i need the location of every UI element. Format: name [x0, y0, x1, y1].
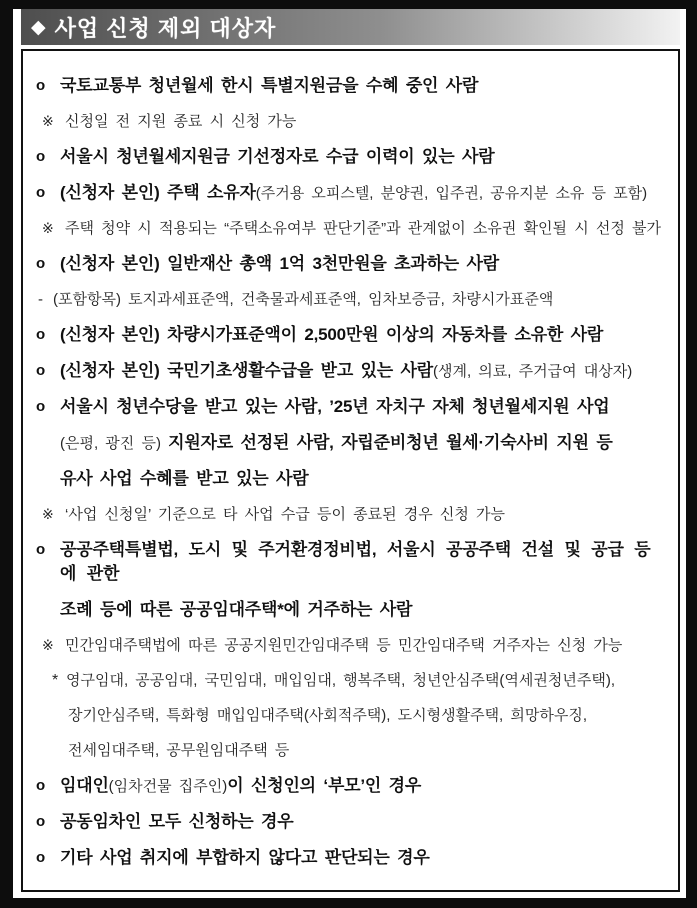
- cont-item: [35, 467, 666, 491]
- circle-bullet-marker: o: [36, 398, 46, 415]
- circle-bullet-marker: o: [36, 77, 46, 94]
- diamond-icon: ◆: [31, 16, 46, 38]
- item-text: 기타 사업 취지에 부합하지 않다고 판단되는 경우: [60, 848, 430, 867]
- item-text: 서울시 청년수당을 받고 있는 사람, ’25년 자치구 자체 청년월세지원 사업: [60, 397, 610, 416]
- list-item: [35, 810, 666, 834]
- reference-mark-icon: ※: [42, 637, 54, 653]
- item-text: 임대인(임차건물 집주인)이 신청인의 ‘부모’인 경우: [60, 776, 422, 795]
- reference-mark-icon: ※: [42, 113, 54, 129]
- list-item: [35, 252, 666, 276]
- circle-bullet-marker: o: [36, 362, 46, 379]
- item-text: ‘사업 신청일’ 기준으로 타 사업 수급 등이 종료된 경우 신청 가능: [65, 506, 506, 523]
- circle-bullet-marker: o: [36, 148, 46, 165]
- item-text: 공공주택특별법, 도시 및 주거환경정비법, 서울시 공공주택 건설 및 공급 등에 관한: [60, 540, 651, 583]
- item-text: (신청자 본인) 주택 소유자(주거용 오피스텔, 분양권, 입주권, 공유지분 소유 등 포함): [60, 183, 648, 202]
- cont-star-item: [35, 739, 666, 762]
- circle-bullet-marker: o: [36, 184, 46, 201]
- note-item: [35, 634, 666, 657]
- cont-item: [35, 431, 666, 455]
- list-item: [35, 74, 666, 98]
- item-text: 조례 등에 따른 공공임대주택*에 거주하는 사람: [60, 600, 413, 619]
- item-text: 국토교통부 청년월세 한시 특별지원금을 수혜 중인 사람: [60, 76, 479, 95]
- section-header: [21, 9, 680, 45]
- item-text: (신청자 본인) 일반재산 총액 1억 3천만원을 초과하는 사람: [60, 254, 499, 273]
- circle-bullet-marker: o: [36, 849, 46, 866]
- item-text: (신청자 본인) 차량시가표준액이 2,500만원 이상의 자동차를 소유한 사람: [60, 325, 604, 344]
- item-text: 주택 청약 시 적용되는 “주택소유여부 판단기준”과 관계없이 소유권 확인될 시 선정 불가: [65, 220, 661, 237]
- note-item: [35, 110, 666, 133]
- circle-bullet-marker: o: [36, 541, 46, 558]
- item-text: 신청일 전 지원 종료 시 신청 가능: [65, 113, 297, 130]
- circle-bullet-marker: o: [36, 326, 46, 343]
- list-item: [35, 846, 666, 870]
- cont-star-item: [35, 704, 666, 727]
- document-page: [13, 9, 686, 898]
- list-item: [35, 774, 666, 798]
- list-item: [35, 181, 666, 205]
- item-text: 영구임대, 공공임대, 국민임대, 매입임대, 행복주택, 청년안심주택(역세권청년주택),: [66, 672, 616, 689]
- note-item: [35, 217, 666, 240]
- item-text: 전세임대주택, 공무원임대주택 등: [68, 742, 290, 759]
- reference-mark-icon: ※: [42, 220, 54, 236]
- dash-item: [35, 288, 666, 311]
- list-item: [35, 395, 666, 419]
- list-item: [35, 538, 666, 586]
- reference-mark-icon: ※: [42, 506, 54, 522]
- exclusion-list-box: [21, 49, 680, 892]
- item-text: (포함항목) 토지과세표준액, 건축물과세표준액, 임차보증금, 차량시가표준액: [53, 291, 554, 308]
- exclusion-list: [35, 74, 666, 870]
- list-item: [35, 359, 666, 383]
- item-text: 유사 사업 수혜를 받고 있는 사람: [60, 469, 309, 488]
- item-text: 공동임차인 모두 신청하는 경우: [60, 812, 294, 831]
- star-item: [35, 669, 666, 692]
- list-item: [35, 145, 666, 169]
- circle-bullet-marker: o: [36, 777, 46, 794]
- asterisk-marker: *: [52, 672, 59, 689]
- item-text: 민간임대주택법에 따른 공공지원민간임대주택 등 민간임대주택 거주자는 신청 가능: [65, 637, 623, 654]
- list-item: [35, 323, 666, 347]
- item-text: (신청자 본인) 국민기초생활수급을 받고 있는 사람(생계, 의료, 주거급여 대상자): [60, 361, 633, 380]
- circle-bullet-marker: o: [36, 813, 46, 830]
- dash-bullet-marker: -: [38, 291, 43, 308]
- page-title: 사업 신청 제외 대상자: [54, 15, 277, 41]
- circle-bullet-marker: o: [36, 255, 46, 272]
- item-text: (은평, 광진 등) 지원자로 선정된 사람, 자립준비청년 월세·기숙사비 지원 등: [60, 433, 613, 452]
- item-text: 장기안심주택, 특화형 매입임대주택(사회적주택), 도시형생활주택, 희망하우징,: [68, 707, 588, 724]
- cont-item: [35, 598, 666, 622]
- item-text: 서울시 청년월세지원금 기선정자로 수급 이력이 있는 사람: [60, 147, 495, 166]
- note-item: [35, 503, 666, 526]
